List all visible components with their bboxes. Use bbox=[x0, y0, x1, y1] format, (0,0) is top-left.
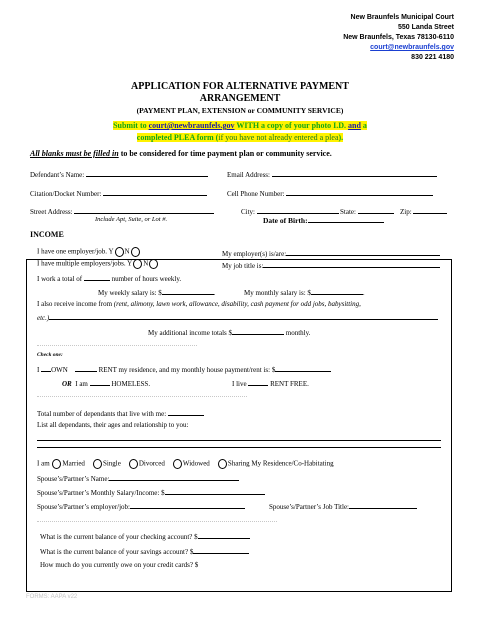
dob-label: Date of Birth: bbox=[263, 216, 308, 225]
partner-salary-line[interactable] bbox=[165, 487, 265, 495]
one-employer-label: I have one employer/job. bbox=[37, 247, 107, 256]
income-heading: INCOME bbox=[30, 230, 64, 239]
dependants-list-line-1[interactable] bbox=[37, 440, 441, 441]
divorced-radio[interactable] bbox=[129, 459, 138, 469]
street-hint: Include Apt, Suite, or Lot #. bbox=[95, 216, 168, 223]
zip-label: Zip: bbox=[400, 208, 412, 216]
weekly-salary-field[interactable]: My weekly salary is: $ . bbox=[98, 289, 216, 297]
housing-i-live: I live bbox=[232, 380, 247, 388]
sharing-radio[interactable] bbox=[218, 459, 227, 469]
submit-pre: Submit to bbox=[113, 121, 149, 130]
city-line[interactable] bbox=[257, 206, 339, 214]
marital-status-row bbox=[37, 459, 334, 469]
partner-name-line[interactable] bbox=[109, 473, 239, 481]
other-income-etc: etc.) bbox=[37, 314, 50, 322]
housing-rent-free: RENT FREE. bbox=[270, 380, 309, 388]
court-city: New Braunfels, Texas 78130-6110 bbox=[343, 34, 454, 41]
check-one-label: Check one: bbox=[37, 352, 63, 358]
partner-employer-field[interactable] bbox=[37, 501, 245, 511]
savings-balance-field[interactable] bbox=[40, 546, 249, 556]
dependants-total-label: Total number of dependants that live with me: bbox=[37, 410, 167, 418]
cell-phone-field[interactable] bbox=[227, 188, 433, 198]
dependants-total-line[interactable] bbox=[168, 408, 204, 416]
partner-salary-label: Spouse’s/Partner’s Monthly Salary/Income: $ bbox=[37, 489, 165, 497]
widowed-radio[interactable] bbox=[173, 459, 182, 469]
form-title-line1: APPLICATION FOR ALTERNATIVE PAYMENT bbox=[131, 81, 349, 92]
fill-notice-rest: to be considered for time payment plan or community service. bbox=[118, 149, 332, 158]
hours-label-a: I work a total of bbox=[37, 275, 83, 283]
state-line[interactable] bbox=[358, 206, 394, 214]
street-label: Street Address: bbox=[30, 208, 73, 216]
state-label: State: bbox=[340, 208, 356, 216]
credit-card-field[interactable] bbox=[40, 561, 198, 569]
weekly-salary-label: My weekly salary is: $ bbox=[98, 289, 162, 297]
hours-line[interactable] bbox=[84, 273, 110, 281]
dob-line[interactable] bbox=[308, 215, 384, 223]
fill-notice bbox=[30, 149, 332, 158]
single-radio[interactable] bbox=[93, 459, 102, 469]
own-checkbox-line[interactable] bbox=[41, 364, 51, 372]
street-line[interactable] bbox=[74, 206, 214, 214]
form-version: FORMS: AAPA v22 bbox=[26, 594, 78, 600]
zip-field[interactable] bbox=[400, 206, 447, 216]
additional-income-label-b: monthly. bbox=[285, 329, 311, 337]
multi-employer-yes-radio[interactable] bbox=[133, 259, 142, 269]
checking-balance-line[interactable] bbox=[198, 531, 250, 539]
one-employer-row bbox=[37, 247, 141, 257]
savings-balance-label: What is the current balance of your savings account? $ bbox=[40, 548, 194, 556]
rent-amount-line[interactable] bbox=[275, 364, 331, 372]
housing-homeless: HOMELESS. bbox=[111, 380, 151, 388]
defendant-name-field[interactable] bbox=[30, 169, 208, 179]
submit-plea-b: if you have not already entered a plea bbox=[218, 133, 339, 142]
court-street: 550 Landa Street bbox=[397, 24, 454, 31]
other-income-label: I also receive income from bbox=[37, 300, 114, 308]
job-title-line[interactable] bbox=[263, 260, 440, 268]
employer-name-line[interactable] bbox=[286, 248, 440, 256]
partner-title-line[interactable] bbox=[349, 501, 417, 509]
housing-row-2 bbox=[62, 378, 150, 388]
dependants-list-line-2[interactable] bbox=[37, 447, 441, 448]
monthly-salary-field[interactable]: My monthly salary is: $ . bbox=[244, 289, 365, 297]
section-divider-1 bbox=[37, 345, 197, 346]
additional-income-label-a: My additional income totals $ bbox=[148, 329, 232, 337]
credit-card-label: How much do you currently owe on your credit cards? $ bbox=[40, 561, 199, 569]
multi-employer-label: I have multiple employers/jobs. bbox=[37, 259, 126, 268]
court-email[interactable] bbox=[370, 44, 454, 51]
monthly-salary-label: My monthly salary is: $ bbox=[244, 289, 311, 297]
checking-balance-label: What is the current balance of your checking account? $ bbox=[40, 533, 198, 541]
cell-phone-label: Cell Phone Number: bbox=[227, 190, 285, 198]
hours-label-b: number of hours weekly. bbox=[111, 275, 182, 283]
marital-i-am: I am bbox=[37, 459, 50, 468]
housing-rent-text: RENT my residence, and my monthly house payment/rent is: $ bbox=[98, 366, 276, 374]
multi-employer-y: Y bbox=[127, 259, 133, 268]
other-income-line[interactable] bbox=[49, 312, 438, 320]
married-label: Married bbox=[62, 459, 85, 468]
defendant-name-line[interactable] bbox=[86, 169, 208, 177]
multi-employer-row bbox=[37, 259, 159, 269]
employer-name-field[interactable] bbox=[222, 248, 440, 258]
job-title-field[interactable] bbox=[222, 260, 440, 270]
submit-email[interactable]: court@newbraunfels.gov bbox=[148, 121, 235, 130]
additional-income-field[interactable] bbox=[148, 327, 310, 337]
rent-free-row bbox=[232, 378, 309, 388]
submit-post: a bbox=[360, 121, 367, 130]
job-title-label: My job title is: bbox=[222, 262, 264, 270]
one-employer-no-radio[interactable] bbox=[131, 247, 140, 257]
sharing-label: Sharing My Residence/Co-Habitating bbox=[227, 459, 334, 468]
weekly-salary-line[interactable] bbox=[162, 287, 214, 295]
email-label: Email Address: bbox=[227, 171, 270, 179]
employer-name-label: My employer(s) is/are: bbox=[222, 250, 287, 258]
court-phone: 830 221 4180 bbox=[411, 54, 454, 61]
submit-line-2 bbox=[0, 133, 480, 142]
dependants-total-field[interactable] bbox=[37, 408, 204, 418]
savings-balance-line[interactable] bbox=[193, 546, 249, 554]
dob-field[interactable] bbox=[263, 215, 384, 225]
partner-title-field[interactable] bbox=[269, 501, 417, 511]
citation-line[interactable] bbox=[103, 188, 207, 196]
email-field[interactable] bbox=[227, 169, 437, 179]
defendant-name-label: Defendant’s Name: bbox=[30, 171, 85, 179]
cell-phone-line[interactable] bbox=[286, 188, 433, 196]
multi-employer-n: N bbox=[143, 259, 149, 268]
housing-own: OWN bbox=[51, 366, 68, 374]
widowed-label: Widowed bbox=[182, 459, 210, 468]
hours-field[interactable] bbox=[37, 273, 181, 283]
court-name: New Braunfels Municipal Court bbox=[350, 14, 454, 21]
city-label: City: bbox=[241, 208, 256, 216]
other-income-etc-row[interactable] bbox=[37, 312, 438, 322]
submit-and: and bbox=[348, 121, 361, 130]
submit-plea-c: ). bbox=[338, 133, 344, 142]
partner-salary-field[interactable] bbox=[37, 487, 265, 497]
partner-employer-line[interactable] bbox=[130, 501, 245, 509]
multi-employer-no-radio[interactable] bbox=[149, 259, 158, 269]
housing-row-1 bbox=[37, 364, 331, 374]
submit-mid: WITH a copy of your photo I.D. bbox=[234, 121, 349, 130]
submit-line-1 bbox=[0, 121, 480, 130]
form-subtitle: (PAYMENT PLAN, EXTENSION or COMMUNITY SERVICE) bbox=[136, 106, 344, 115]
rent-free-checkbox-line[interactable] bbox=[248, 378, 268, 386]
partner-title-label: Spouse’s/Partner’s Job Title: bbox=[269, 503, 349, 511]
section-divider-3 bbox=[37, 521, 277, 522]
monthly-salary-line[interactable] bbox=[311, 287, 363, 295]
other-income-examples: (rent, alimony, lawn work, allowance, disability, cash payment for odd jobs, babysitting, bbox=[113, 300, 361, 308]
divorced-label: Divorced bbox=[138, 459, 165, 468]
submit-plea-a: completed PLEA form ( bbox=[136, 133, 219, 142]
citation-label: Citation/Docket Number: bbox=[30, 190, 102, 198]
one-employer-y: Y bbox=[108, 247, 114, 256]
zip-line[interactable] bbox=[413, 206, 447, 214]
housing-or: OR bbox=[62, 380, 72, 388]
additional-income-line[interactable] bbox=[232, 327, 284, 335]
court-email-link[interactable]: court@newbraunfels.gov bbox=[370, 44, 454, 51]
citation-field[interactable] bbox=[30, 188, 207, 198]
checking-balance-field[interactable] bbox=[40, 531, 250, 541]
one-employer-n: N bbox=[124, 247, 130, 256]
fill-notice-bold: All blanks must be filled in bbox=[30, 149, 119, 158]
dependants-list-label: List all dependants, their ages and relationship to you: bbox=[37, 421, 189, 429]
rent-checkbox-line[interactable] bbox=[75, 364, 97, 372]
one-employer-yes-radio[interactable] bbox=[115, 247, 124, 257]
other-income-text bbox=[37, 300, 361, 308]
form-title-line2: ARRANGEMENT bbox=[199, 93, 281, 104]
partner-name-label: Spouse’s/Partner’s Name: bbox=[37, 475, 110, 483]
partner-employer-label: Spouse’s/Partner’s employer/job: bbox=[37, 503, 130, 511]
partner-name-field[interactable] bbox=[37, 473, 239, 483]
single-label: Single bbox=[102, 459, 121, 468]
section-divider-2 bbox=[37, 396, 247, 397]
homeless-checkbox-line[interactable] bbox=[90, 378, 110, 386]
married-radio[interactable] bbox=[52, 459, 61, 469]
housing-i-am: I am bbox=[75, 380, 88, 388]
street-field[interactable] bbox=[30, 206, 214, 216]
housing-i: I bbox=[37, 366, 40, 374]
email-line[interactable] bbox=[272, 169, 437, 177]
